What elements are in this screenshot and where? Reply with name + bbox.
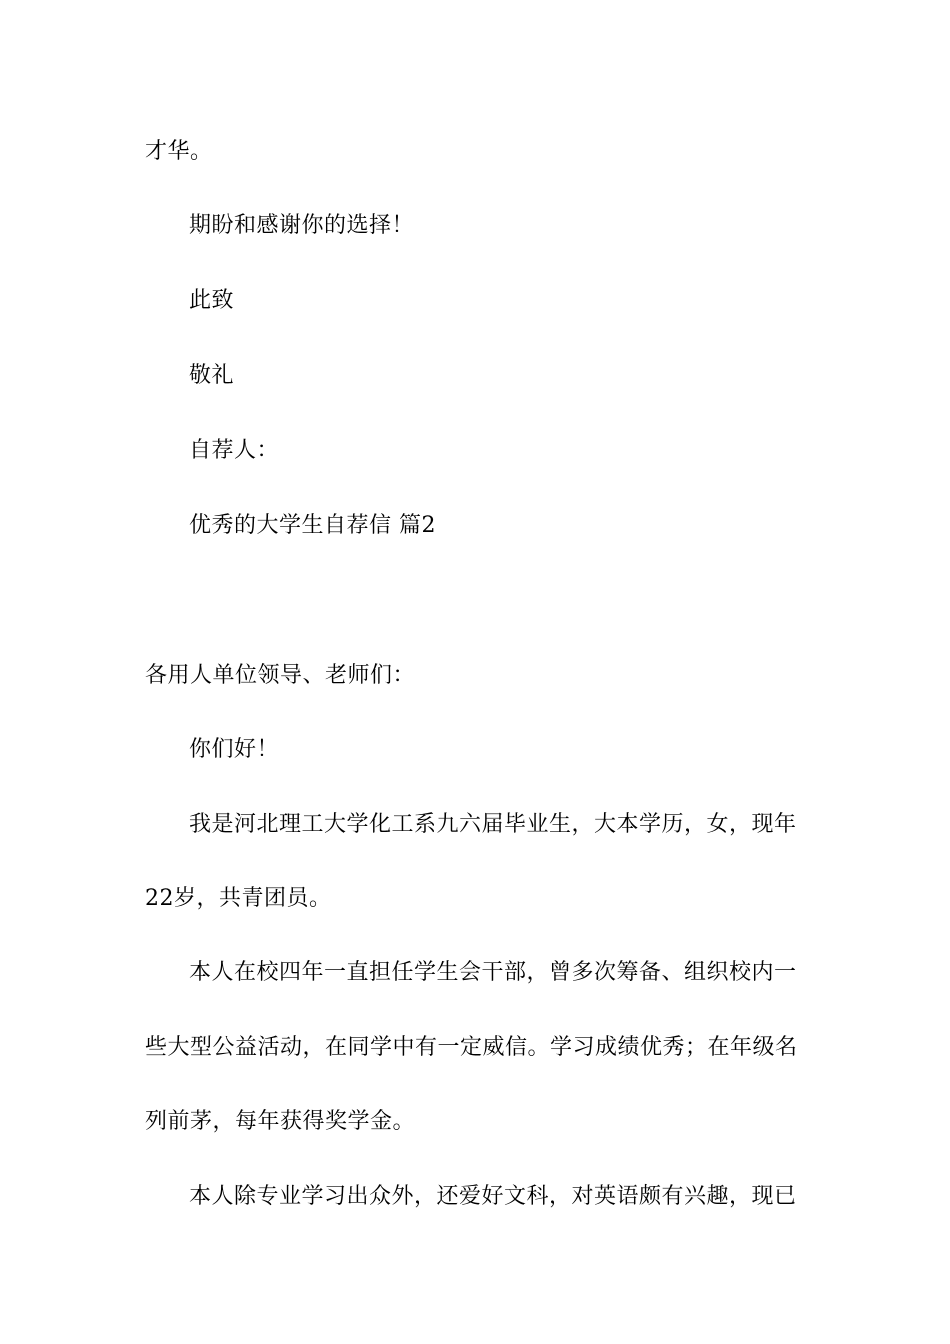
text-line: 敬礼 xyxy=(189,363,235,388)
text-line: 22岁，共青团员。 xyxy=(145,886,332,911)
greeting: 你们好！ xyxy=(189,737,280,762)
text-line: 本人在校四年一直担任学生会干部，曾多次筹备、组织校内一 xyxy=(189,960,797,985)
text-line: 此致 xyxy=(189,288,235,313)
text-line: 本人除专业学习出众外，还爱好文科，对英语颇有兴趣，现已 xyxy=(189,1184,797,1209)
salutation: 各用人单位领导、老师们： xyxy=(145,663,416,688)
text-line: 列前茅，每年获得奖学金。 xyxy=(145,1109,416,1134)
text-line: 自荐人： xyxy=(189,438,280,463)
text-line: 我是河北理工大学化工系九六届毕业生，大本学历，女，现年 xyxy=(189,812,797,837)
section-heading: 优秀的大学生自荐信 篇2 xyxy=(189,513,436,538)
text-line: 些大型公益活动，在同学中有一定威信。学习成绩优秀；在年级名 xyxy=(145,1035,798,1060)
text-line: 期盼和感谢你的选择！ xyxy=(189,213,415,238)
text-line: 才华。 xyxy=(145,139,213,164)
